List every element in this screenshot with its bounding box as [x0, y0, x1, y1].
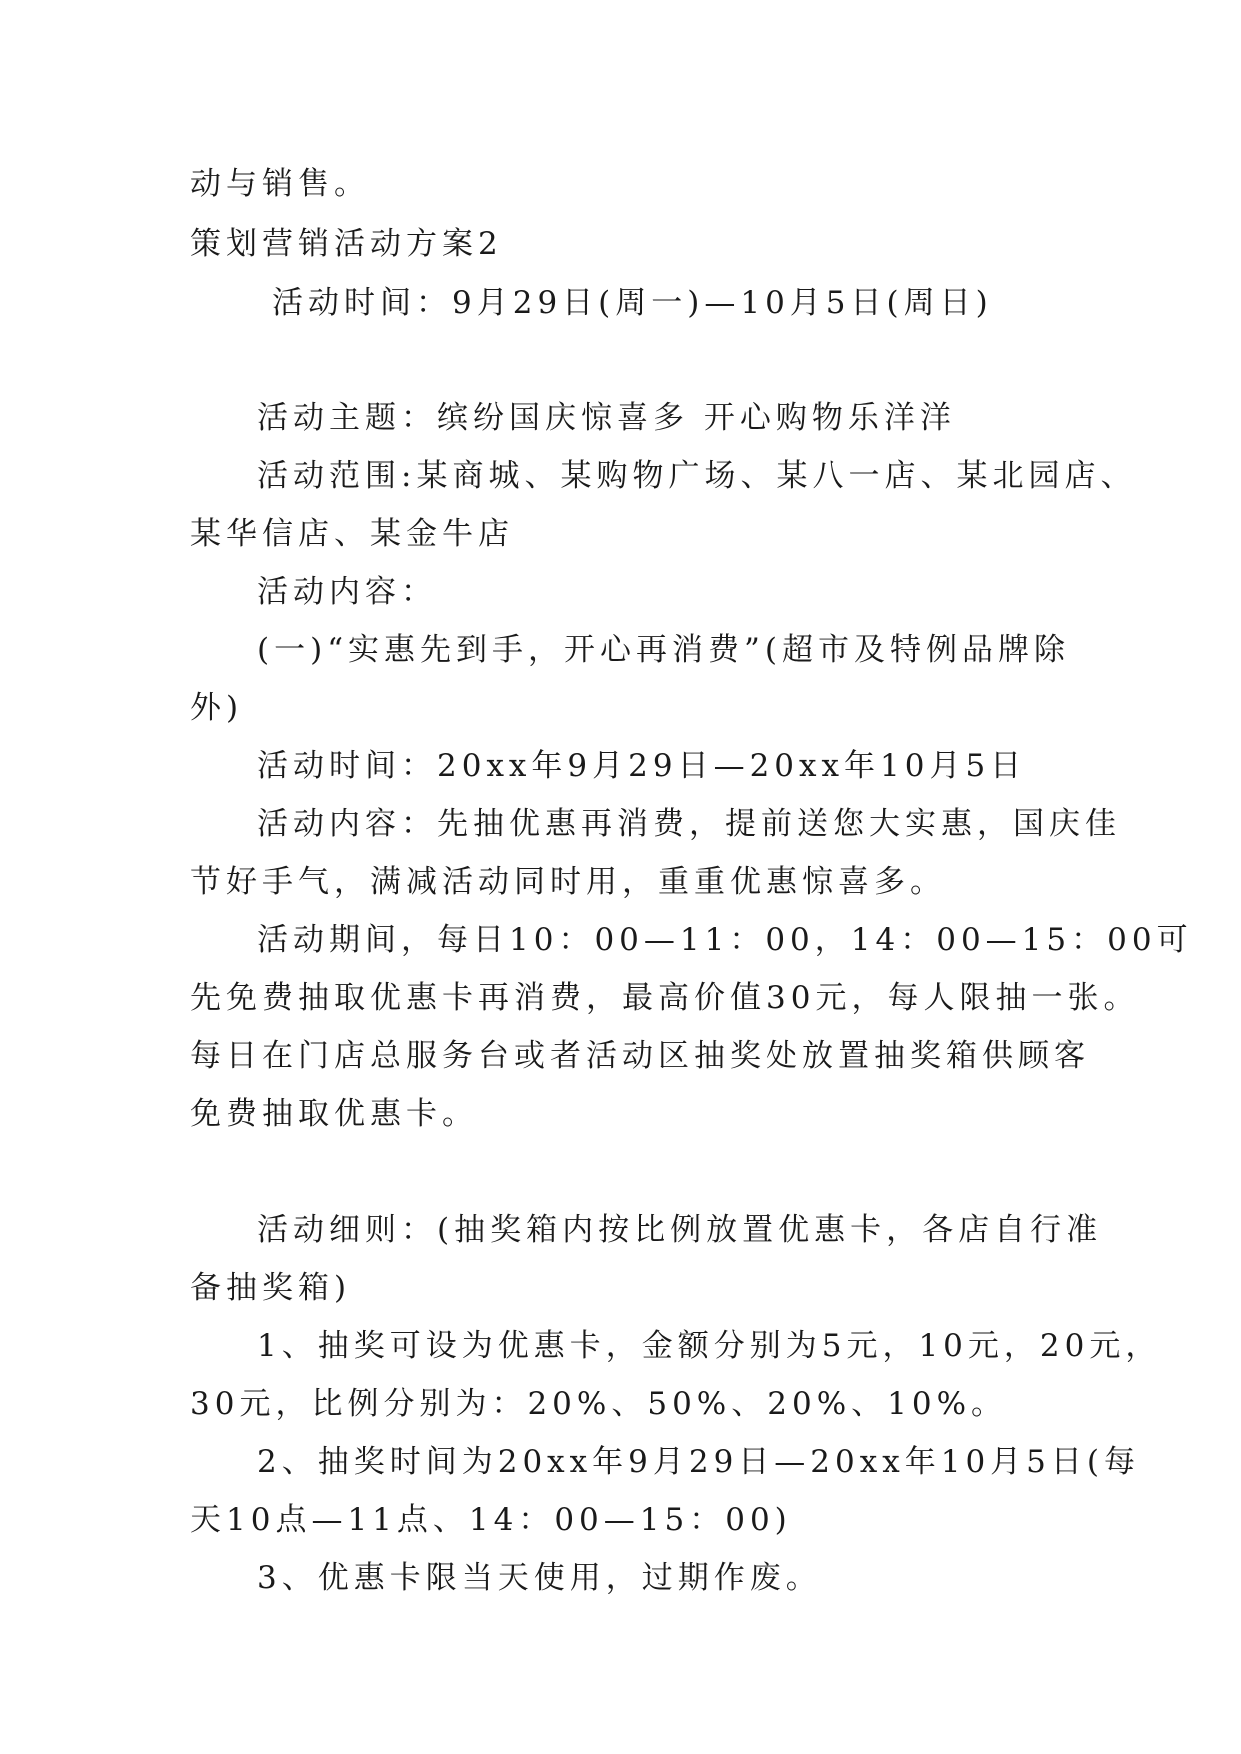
text-line: 3、优惠卡限当天使用，过期作废。	[257, 1560, 822, 1596]
text-line: 活动期间，每日10：00—11：00，14：00—15：00可	[257, 922, 1193, 958]
text-line: 活动时间：9月29日(周一)—10月5日(周日)	[272, 285, 993, 321]
text-line: 备抽奖箱)	[190, 1270, 352, 1306]
text-line: 活动主题：缤纷国庆惊喜多 开心购物乐洋洋	[257, 400, 956, 436]
text-line: 天10点—11点、14：00—15：00)	[190, 1502, 792, 1538]
text-line: 活动时间：20xx年9月29日—20xx年10月5日	[257, 748, 1027, 784]
text-line: 活动细则：(抽奖箱内按比例放置优惠卡，各店自行准	[257, 1212, 1103, 1248]
text-line: 某华信店、某金牛店	[190, 516, 514, 552]
text-line: 外)	[190, 690, 244, 726]
section-title: 策划营销活动方案2	[190, 226, 503, 262]
text-line: 活动内容：先抽优惠再消费，提前送您大实惠，国庆佳	[257, 806, 1121, 842]
text-line: 免费抽取优惠卡。	[190, 1096, 478, 1132]
text-line: (一)“实惠先到手，开心再消费”(超市及特例品牌除	[257, 632, 1070, 668]
text-line: 节好手气，满减活动同时用，重重优惠惊喜多。	[190, 864, 946, 900]
text-line: 动与销售。	[190, 166, 370, 202]
text-line: 2、抽奖时间为20xx年9月29日—20xx年10月5日(每	[257, 1444, 1140, 1480]
text-line: 活动内容：	[257, 574, 437, 610]
text-line: 活动范围:某商城、某购物广场、某八一店、某北园店、	[257, 458, 1137, 494]
text-line: 30元，比例分别为：20%、50%、20%、10%。	[190, 1386, 1008, 1422]
text-line: 先免费抽取优惠卡再消费，最高价值30元，每人限抽一张。	[190, 980, 1140, 1016]
text-line: 每日在门店总服务台或者活动区抽奖处放置抽奖箱供顾客	[190, 1038, 1090, 1074]
text-line: 1、抽奖可设为优惠卡，金额分别为5元，10元，20元，	[257, 1328, 1162, 1364]
